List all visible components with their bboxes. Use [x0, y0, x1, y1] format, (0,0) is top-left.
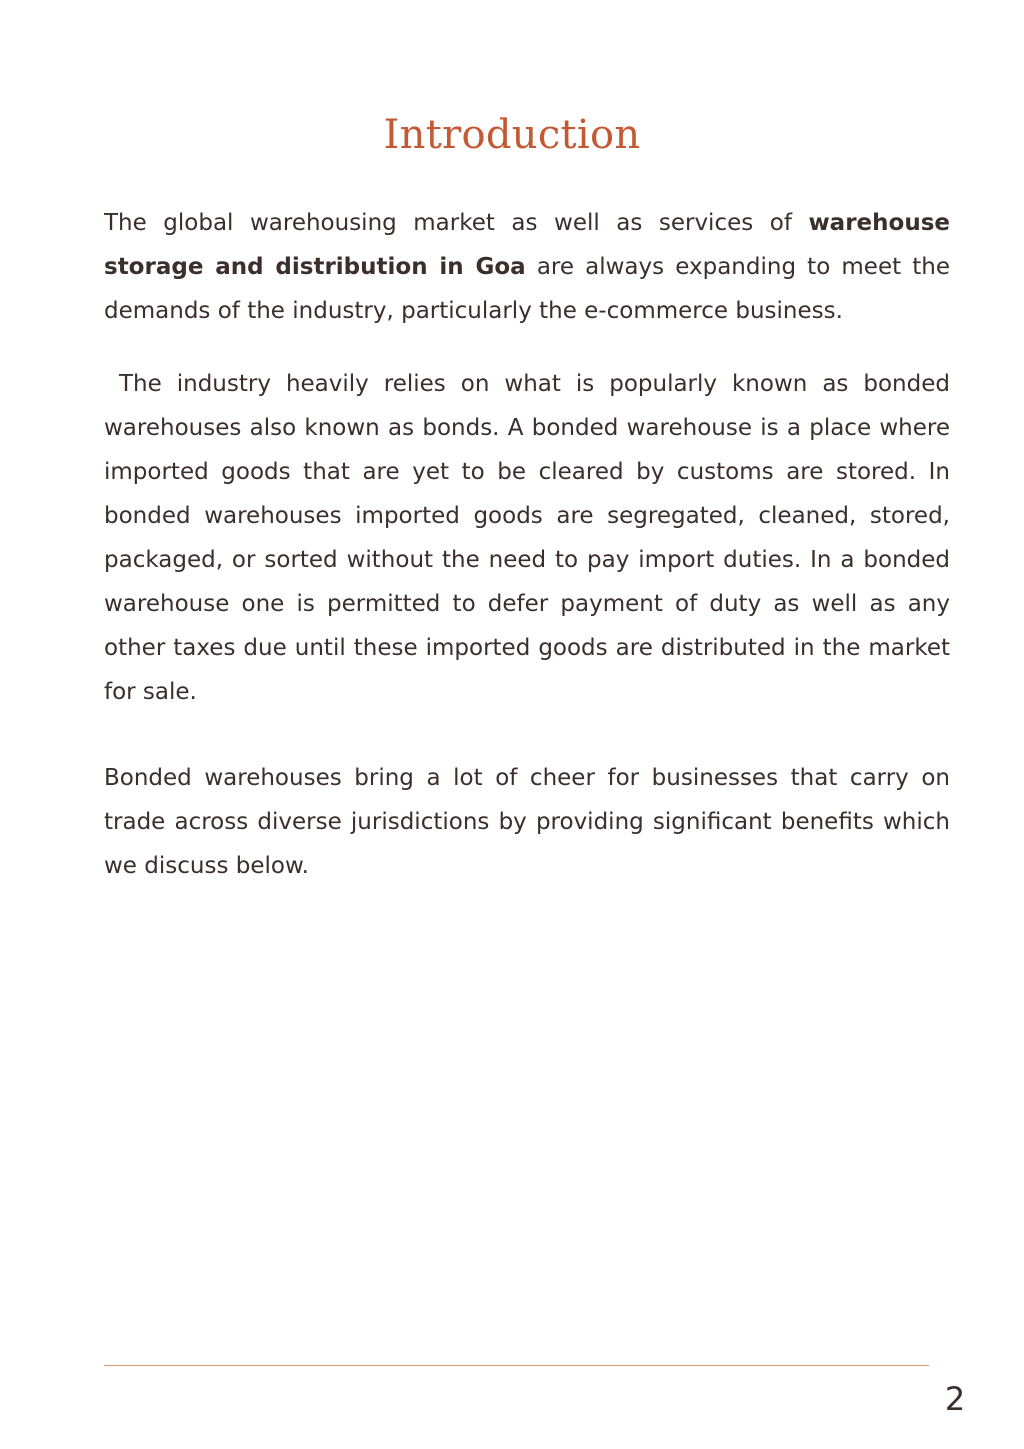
intro-paragraph-1 [104, 201, 950, 333]
page-title: Introduction [383, 112, 641, 158]
page-number: 2 [944, 1380, 966, 1418]
intro-paragraph-3: Bonded warehouses bring a lot of cheer for businesses that carry on trade across diverse jurisdictions by providing significant benefits which we discuss below. [104, 765, 950, 879]
paragraph-1-bold-keyword: warehouse storage and distribution in Goa [104, 210, 950, 280]
paragraph-1-text-before: The global warehousing market as well as services of [104, 210, 809, 236]
footer-divider [104, 1365, 929, 1366]
intro-paragraph-2: The industry heavily relies on what is popularly known as bonded warehouses also known as bonds. A bonded warehouse is a place where imported goods that are yet to be cleared by customs are stored. In bonded warehouses imported goods are segregated, cleaned, stored, packaged, or sorted without the need to pay import duties. In a bonded warehouse one is permitted to defer payment of duty as well as any other taxes due until these imported goods are distributed in the market for sale. [104, 371, 958, 705]
paragraph-1-text-after: are always expanding to meet the demands of the industry, particularly the e-commerce business. [104, 254, 950, 324]
